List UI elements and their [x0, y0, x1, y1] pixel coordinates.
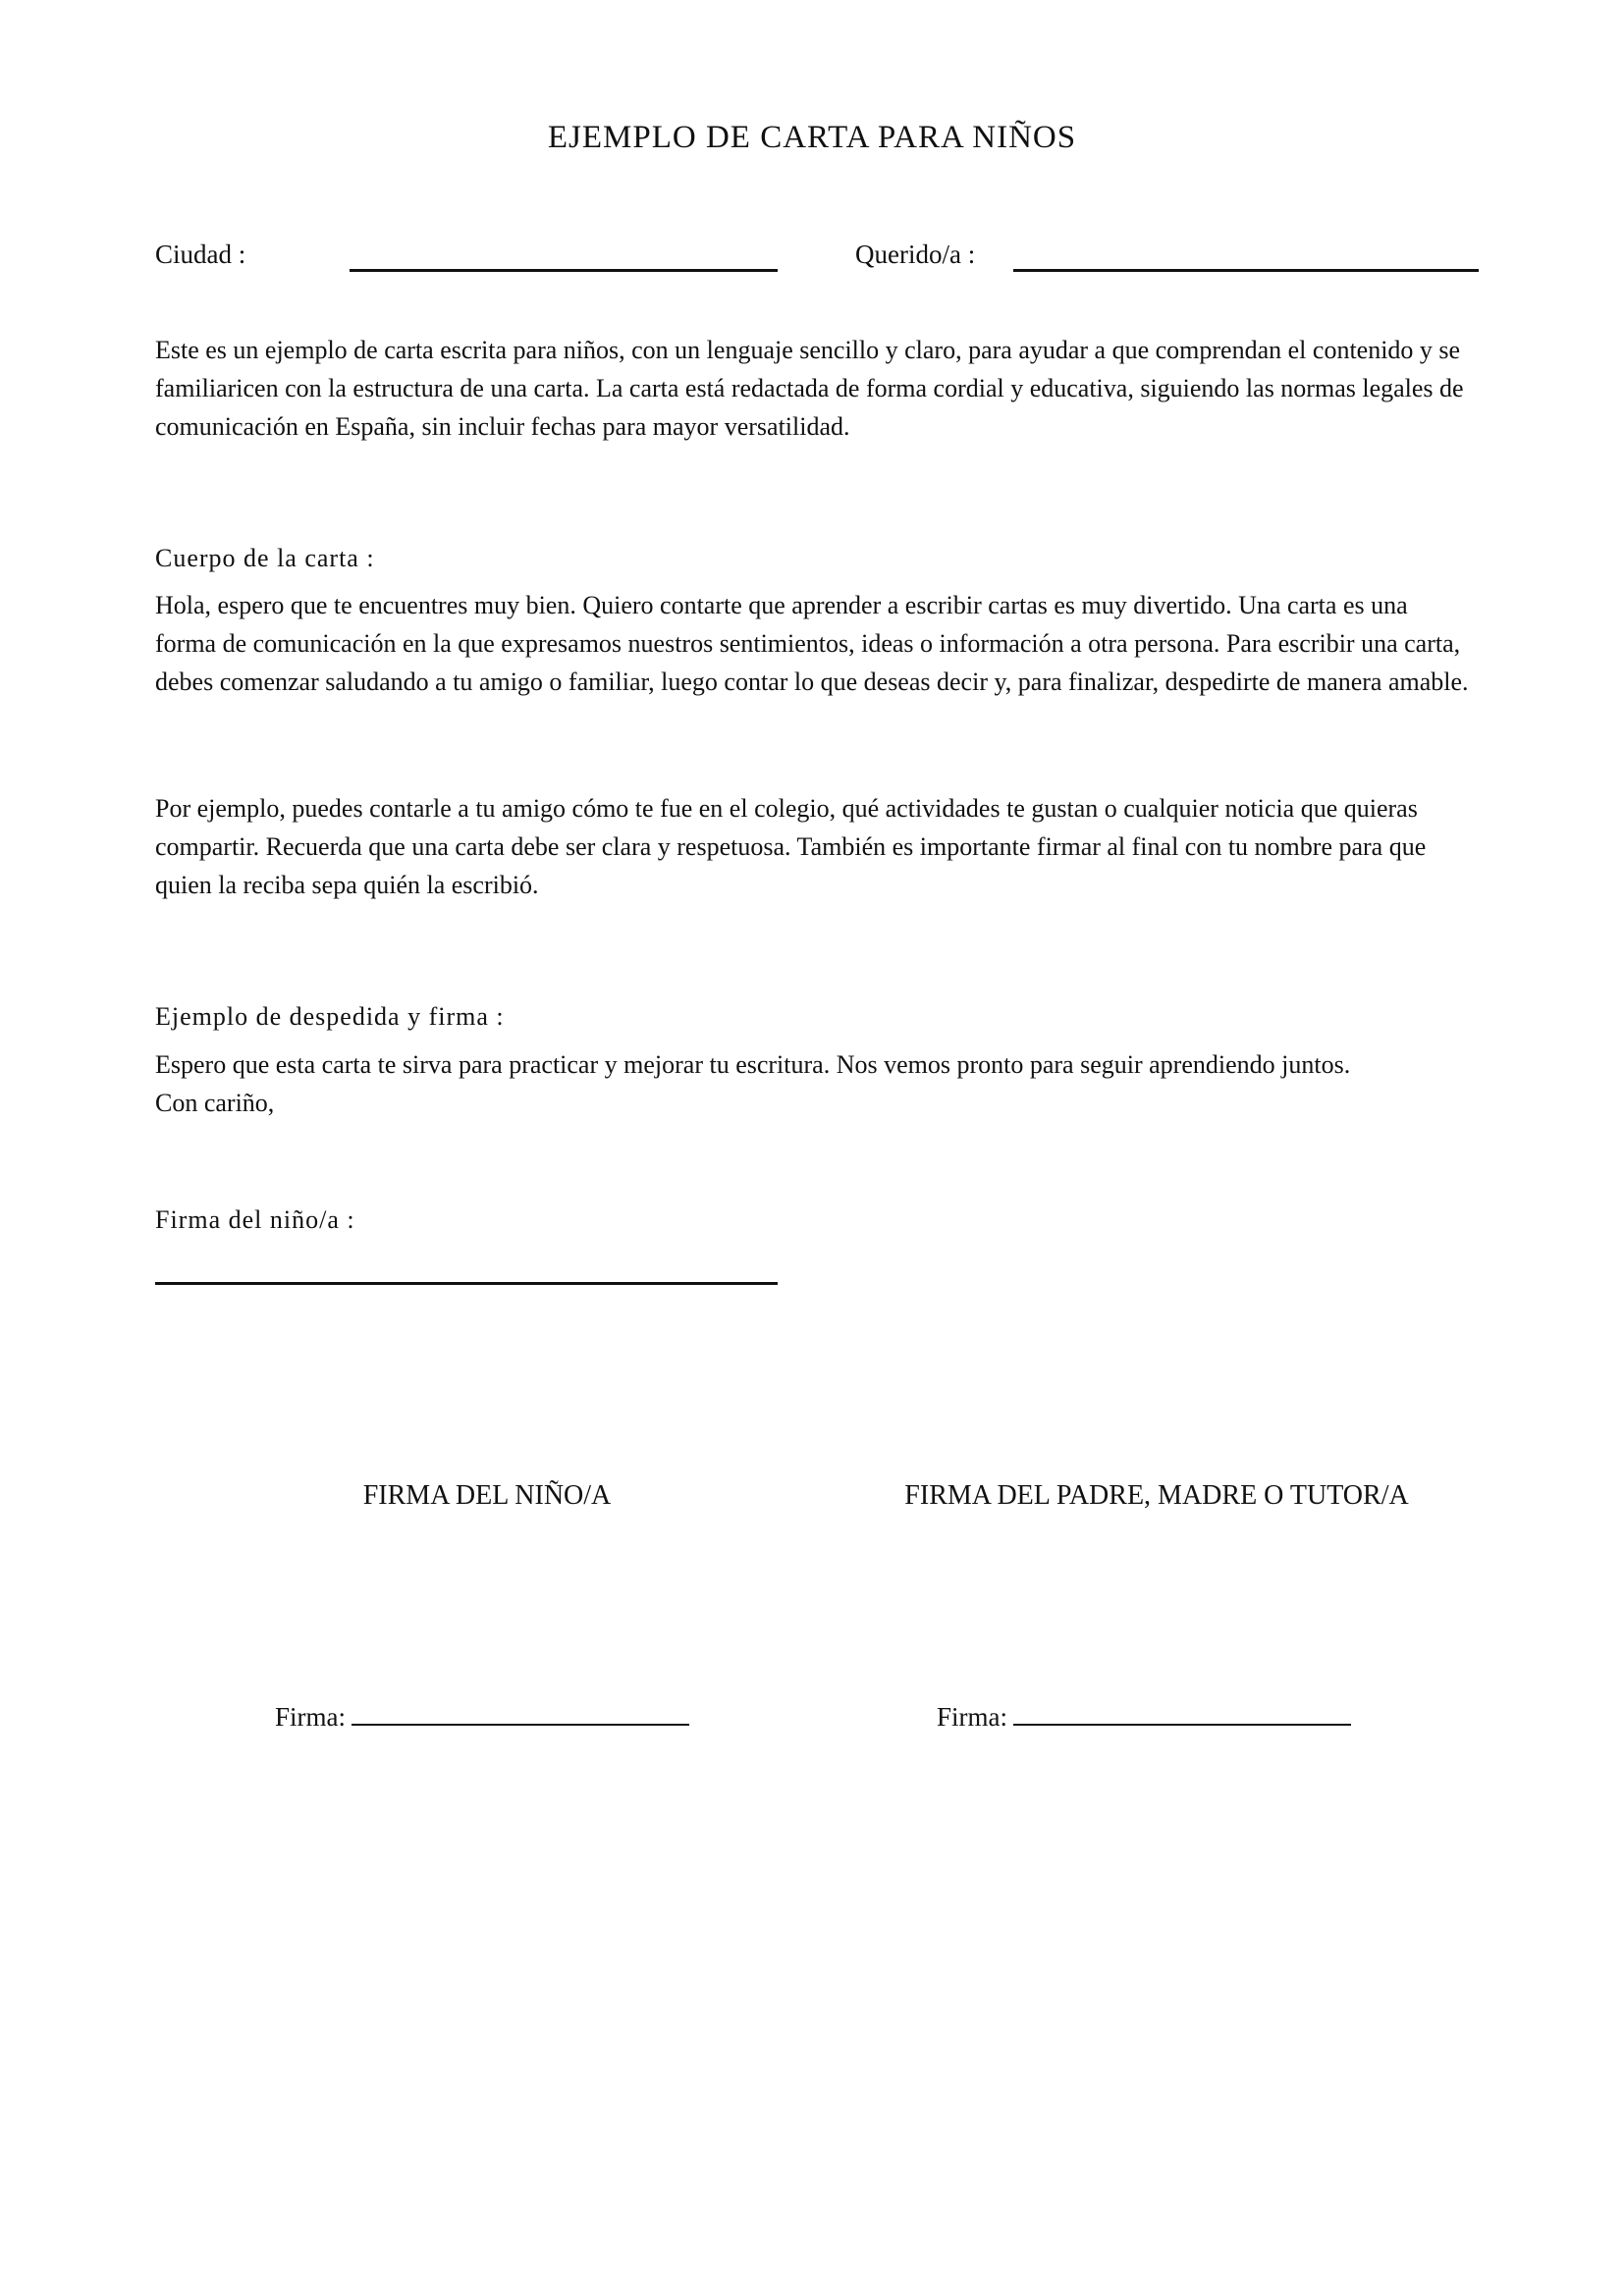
child-firma-label: Firma:: [275, 1702, 346, 1732]
body-paragraph-2: Por ejemplo, puedes contarle a tu amigo cómo te fue en el colegio, qué actividades te gustan o cualquier noticia que quieras compartir. Recuerda que una carta debe ser clara y respetuosa. También es importante firmar al final con tu nombre para que quien la reciba sepa quién la escribió.: [155, 794, 1427, 899]
ciudad-field-line[interactable]: [350, 269, 778, 272]
parent-firma-row: [937, 1702, 1351, 1733]
parent-firma-label: Firma:: [937, 1702, 1007, 1732]
child-signature-title: FIRMA DEL NIÑO/A: [362, 1480, 612, 1511]
closing-line-2: Con cariño,: [155, 1089, 275, 1117]
querido-label: Querido/a :: [855, 240, 976, 269]
child-firma-line[interactable]: [352, 1702, 689, 1726]
child-signature-label: Firma del niño/a :: [155, 1205, 355, 1234]
parent-firma-line[interactable]: [1013, 1702, 1351, 1726]
intro-paragraph: Este es un ejemplo de carta escrita para niños, con un lenguaje sencillo y claro, para ayudar a que comprendan el contenido y se familiaricen con la estructura de una carta. La carta está redactada de forma cordial y educativa, siguiendo las normas legales de comunicación en España, sin incluir fechas para mayor versatilidad.: [155, 336, 1464, 441]
closing-heading: Ejemplo de despedida y firma :: [155, 1002, 505, 1031]
ciudad-label: Ciudad :: [155, 240, 246, 269]
body-heading: Cuerpo de la carta :: [155, 544, 375, 572]
document-title: EJEMPLO DE CARTA PARA NIÑOS: [547, 120, 1077, 155]
closing-line-1: Espero que esta carta te sirva para practicar y mejorar tu escritura. Nos vemos pronto para seguir aprendiendo juntos.: [155, 1050, 1351, 1079]
body-paragraph-1: Hola, espero que te encuentres muy bien. Quiero contarte que aprender a escribir cartas es muy divertido. Una carta es una forma de comunicación en la que expresamos nuestros sentimientos, ideas o información a otra persona. Para escribir una carta, debes comenzar saludando a tu amigo o familiar, luego contar lo que deseas decir y, para finalizar, despedirte de manera amable.: [155, 591, 1469, 696]
child-signature-line[interactable]: [155, 1282, 778, 1285]
querido-field-line[interactable]: [1013, 269, 1479, 272]
parent-signature-title: FIRMA DEL PADRE, MADRE O TUTOR/A: [904, 1480, 1409, 1511]
child-firma-row: [275, 1702, 689, 1733]
